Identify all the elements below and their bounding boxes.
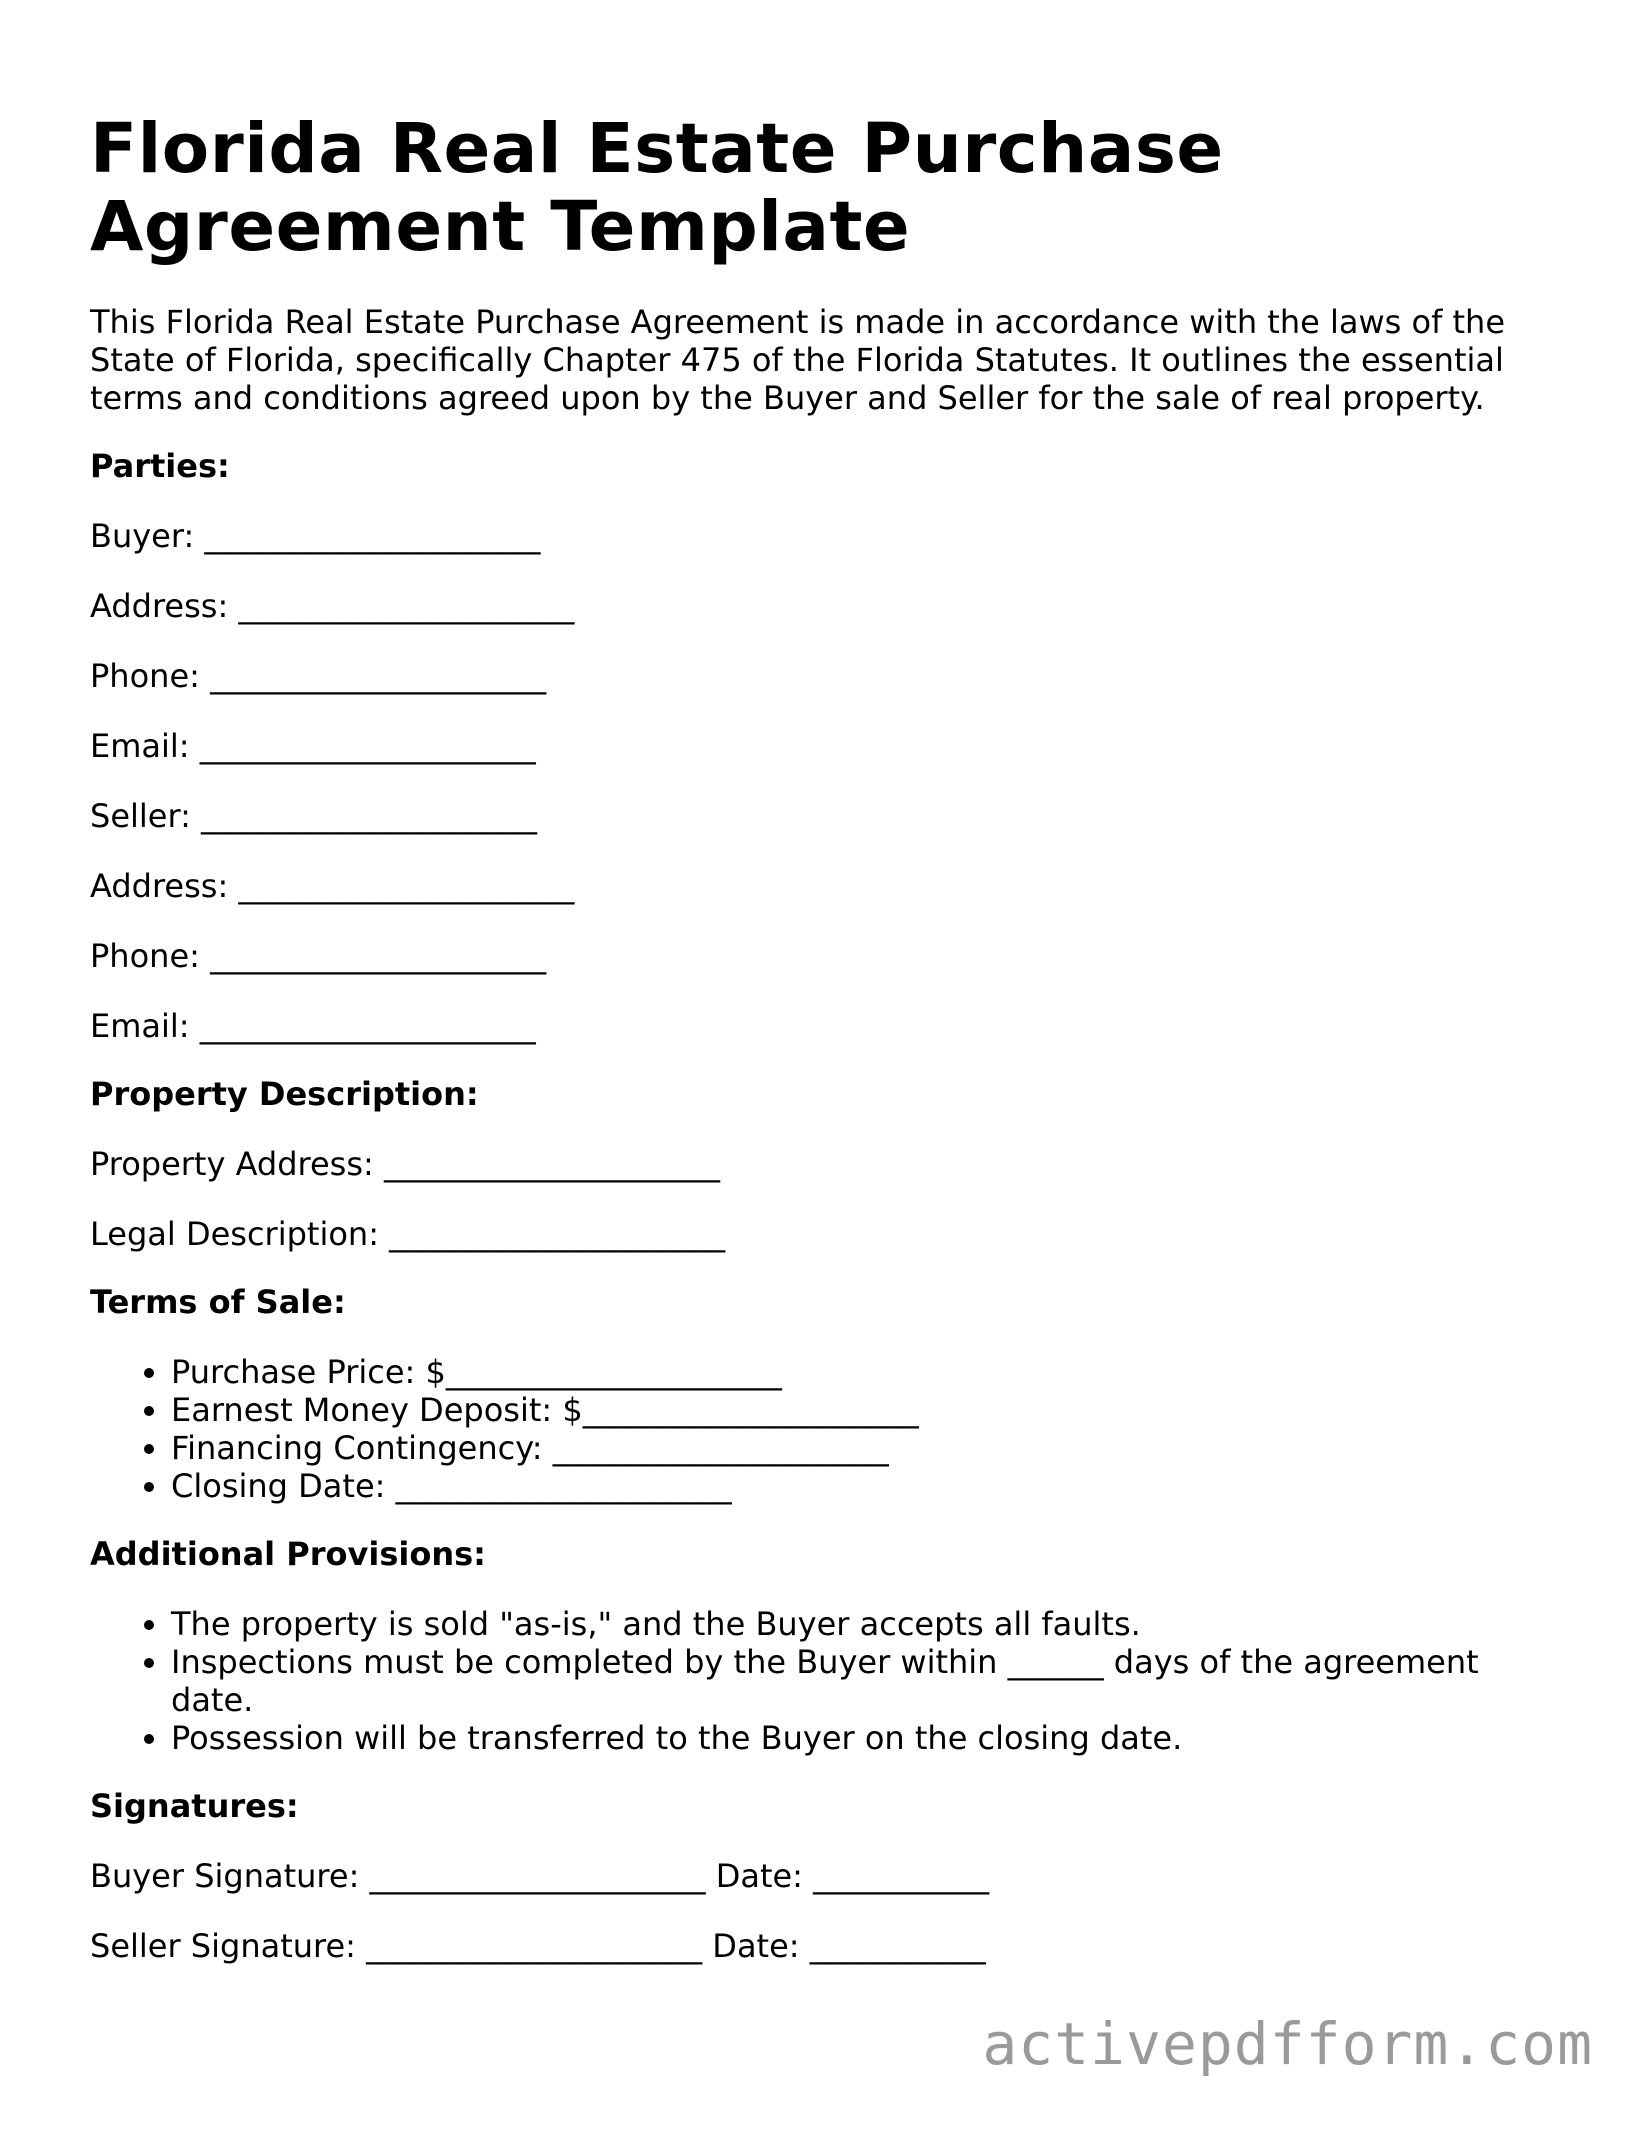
- financing-contingency-item: • Financing Contingency: _____________________: [171, 1429, 1560, 1467]
- buyer-address-field: Address: _____________________: [90, 587, 575, 625]
- purchase-price-item: • Purchase Price: $_____________________: [171, 1353, 1560, 1391]
- buyer-signature-field: Buyer Signature: _____________________ Date: ___________: [90, 1857, 990, 1895]
- buyer-email-field: Email: _____________________: [90, 727, 536, 765]
- seller-phone-field: Phone: _____________________: [90, 937, 547, 975]
- buyer-field: Buyer: _____________________: [90, 517, 541, 555]
- terms-heading: Terms of Sale:: [90, 1283, 346, 1321]
- earnest-money-item: • Earnest Money Deposit: $_____________________: [171, 1391, 1560, 1429]
- terms-list: [90, 1353, 1560, 1505]
- seller-field: Seller: _____________________: [90, 797, 538, 835]
- closing-date-item: • Closing Date: _____________________: [171, 1467, 1560, 1505]
- buyer-phone-field: Phone: _____________________: [90, 657, 547, 695]
- document-page: [90, 110, 1560, 1965]
- document-title: Florida Real Estate Purchase Agreement Template: [90, 109, 1224, 267]
- seller-address-field: Address: _____________________: [90, 867, 575, 905]
- intro-paragraph: This Florida Real Estate Purchase Agreement is made in accordance with the laws of the State of Florida, specifically Chapter 475 of the Florida Statutes. It outlines the essential terms and conditions agreed upon by the Buyer and Seller for the sale of real property.: [90, 303, 1506, 417]
- parties-heading: Parties:: [90, 447, 230, 485]
- signatures-heading: Signatures:: [90, 1787, 299, 1825]
- seller-email-field: Email: _____________________: [90, 1007, 536, 1045]
- property-address-field: Property Address: _____________________: [90, 1145, 720, 1183]
- as-is-provision-item: • The property is sold "as-is," and the Buyer accepts all faults.: [171, 1605, 1560, 1643]
- provisions-list: [90, 1605, 1560, 1757]
- inspection-provision-item: • Inspections must be completed by the Buyer within ______ days of the agreement date.: [171, 1643, 1511, 1719]
- watermark-text: activepdfform.com: [982, 2010, 1593, 2078]
- possession-provision-item: • Possession will be transferred to the Buyer on the closing date.: [171, 1719, 1560, 1757]
- property-heading: Property Description:: [90, 1075, 479, 1113]
- provisions-heading: Additional Provisions:: [90, 1535, 486, 1573]
- legal-description-field: Legal Description: _____________________: [90, 1215, 726, 1253]
- seller-signature-field: Seller Signature: _____________________ Date: ___________: [90, 1927, 986, 1965]
